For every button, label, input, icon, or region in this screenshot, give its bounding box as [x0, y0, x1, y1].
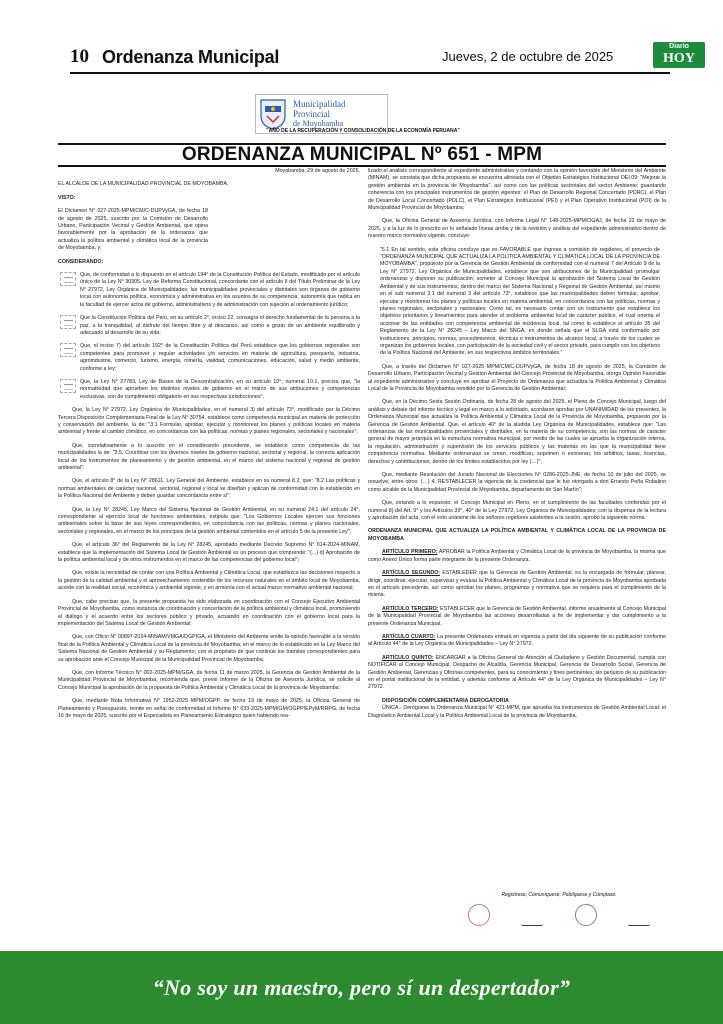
considerando-paragraph: Que, con Informe Técnico N° 002-2025-MPM/GGA, de fecha 11 de marzo 2025, la Gerencia de Gestión Ambiental de la Municipalidad Provincial de Moyobamba, recomienda que, previo Informe de la Oficina de Asesoría Jurídica, se solicite al Concejo Municipal la aprobación de la propuesta de Política Ambiental y Climática Local de la provincia de Moyobamba; — [58, 669, 360, 691]
article-text: APROBAR la Política Ambiental y Climática Local de la provincia de Moyobamba, la misma que como Anexo Único forma parte integrante de la presente Ordenanza. — [368, 549, 666, 563]
section-title: Ordenanza Municipal — [102, 47, 280, 67]
article — [368, 570, 666, 600]
article — [368, 634, 666, 649]
seal-stamp-icon — [468, 904, 490, 926]
page-number: 10 — [70, 46, 89, 67]
article-text: La presente Ordenanza entrará en vigencia a partir del día siguiente de su publicación conforme al Artículo 44° de la Ley Orgánica de Municipalidades – Ley N° 27972. — [368, 633, 666, 648]
considerando-paragraph: Que, con Oficio N° 00897-2024-MINAM/VMGA/DGPIGA, el Ministerio del Ambiente emite la opinión favorable a la versión final de la Política Ambiental y Climática Local de la provincia de Moyobamba, en el marco de lo establecido en la Ley Marco del Sistema Nacional de Gestión Ambiental y su Reglamento; con el propósito de que continúe los trámites correspondientes para su aprobación ante el Concejo Municipal de la Municipalidad Provincial de Moyobamba; — [58, 634, 360, 663]
considerando-paragraph: Que, la Ley N° 27972, Ley Orgánica de Municipalidades, en el numeral 3) del artículo 73°, modificado por la Décimo Tercera Disposición Complementaria Final de la Ley N° 30754, establece como competencia municipal en materia de protección y conservación del ambiente, la de: "3.1 Formular, aprobar, ejecutar y monitorear los planes y políticas locales en materia ambiental y frente al cambio climático, en concordancia con las políticas, normas y planes regionales, sectoriales y nacionales"; — [58, 407, 360, 436]
approval-stamp — [60, 315, 76, 329]
seal-stamp-icon — [575, 904, 597, 926]
body-paragraph: Que, la Oficina General de Asesoría Jurídica, con Informe Legal N° 148-2025-MPM/OGAJ, de fecha 22 de mayo de 2025, y a la luz de lo prescrito en lo señalado líneas arriba y de la revisión y análisis del expediente administrativo dentro de nuestro marco normativo vigente, concluye: — [368, 218, 666, 240]
body-paragraph: lizado el análisis correspondiente al expediente administrativo y contando con la opinión favorable del Ministerio del Ambiente (MINAM), se constata que dicha propuesta se encuentra alineada con el Objetivo Estratégico Institucional OEI.09: "Mejorar la gestión ambiental en la provincia de Moyobamba", así como con las políticas sectoriales del sector Ambiente; guardando coherencia con los principales instrumentos de gestión vigentes: el Plan de Desarrollo Regional Concertado (PDRC), el Plan de Desarrollo Local Concertado (PDLC), el Plan Estratégico Institucional (PEI) y el Plan Operativo Institucional (POI) de la Municipalidad Provincial de Moyobamba; — [368, 168, 666, 212]
considerando-paragraph: Que, mediante Nota Informativa N° 1952-2025 MPM/OGPP, de fecha 19 de mayo de 2025, la Oficina General de Planeamiento y Presupuesto, remite en señal de conformidad el Informe N° 033-2025-MPM/GM/OGPP/EPyM/RRPG, de fecha 16 de mayo de 2025, suscrito por el Especialista en Planeamiento Estratégico quien habiendo rea- — [58, 698, 360, 719]
publication-date: Jueves, 2 de octubre de 2025 — [442, 49, 614, 64]
considerando-label: CONSIDERANDO: — [58, 258, 104, 265]
considerando-paragraph: Que, el artículo 8° de la Ley N° 28611, Ley General del Ambiente, establece en su numeral 8.2, que: "8.2 Las políticas y normas ambientales de carácter nacional, sectorial, regional y local se diseñan y aplican de conformidad con lo establecido en la Política Nacional del Ambiente y deben guardar concordancia entre sí"; — [58, 478, 360, 500]
considerando-paragraph: Que, la Ley N° 28245, Ley Marco del Sistema Nacional de Gestión Ambiental, en su numeral 24.1 del artículo 24°, correspondiente al ejercicio local de funciones ambientales, estipula que: "Los Gobiernos Locales ejercen sus funciones ambientales sobre la base de sus leyes correspondientes, en concordancia con las políticas, normas y planes nacionales, sectoriales y regionales, en el marco de los principios de la gestión ambiental contenidos en el artículo 5 de la presente Ley"; — [58, 506, 360, 535]
mayor-line: EL ALCALDE DE LA MUNICIPALIDAD PROVINCIAL DE MOYOBAMBA. — [58, 181, 229, 188]
considerando-paragraph: Que, existe la necesidad de contar con una Política Ambiental y Climática Local, que establezca las decisiones respecto a la gestión de la calidad ambiental y el aprovechamiento sostenible de los recursos naturales en el ámbito local de Moyobamba, acorde con la realidad social, económica y ambiental vigente, y en armonía con el actual marco normativo ambiental nacional; — [58, 570, 360, 592]
article-label: ARTÍCULO PRIMERO: — [382, 549, 438, 556]
provision-text: ÚNICA.- Deróguese la Ordenanza Municipal N° 421-MPM, que aprueba los instrumentos de Gestión Ambiental Local: el Diagnóstico Ambiental Local y la Política Ambiental Local de la provincia de Moyobamba. — [368, 705, 666, 719]
body-paragraph: Que, mediante Resolución del Jurado Nacional de Elecciones N° 0286-2025-JNE, de fecha 10 de julio del 2025, se resuelve, entre otros: (…) 4. RESTABLECER la vigencia de la credencial que le fue otorgada a don Ernesto Peña Robalino como alcalde de la Municipalidad Provincial de Moyobamba, departamento de San Martín"; — [368, 472, 666, 493]
considerando-paragraph: Que la Constitución Política del Perú, en su artículo 2°, inciso 22, consagra el derecho fundamental de la persona a la paz, a la tranquilidad, al disfrute del tiempo libre y al descanso, así como a gozar de un ambiente equilibrado y adecuado al desarrollo de su vida; — [80, 315, 360, 336]
article-text: ESTABLEDER que la Gerencia de Gestión Ambiental, es la encargada de formular, planear, dirigir, coordinar, ejecutar, supervisar y evaluar la Política Ambiental y Climática Local de la provincia de Moyobamba aprobada en el artículo precedente, así como aprobar los planes, programas y normativa que se requiera para el cumplimiento de la misma. — [368, 570, 666, 599]
signature-icon — [521, 904, 543, 926]
considerando-paragraph: Que, de conformidad a lo dispuesto en el artículo 194° de la Constitución Política del Estado, modificado por el artículo único de la Ley N° 30305, Ley de Reforma Constitucional, concordante con el artículo II del Título Preliminar de la Ley N° 27972, Ley Orgánica de Municipalidades; las municipalidades provinciales y distritales son órganos de gobierno local con autonomía política, económica y administrativa en los asuntos de su competencia; autonomía que radica en la facultad de ejercer actos de gobierno, administrativos y de administración con sujeción al ordenamiento jurídico; — [80, 272, 360, 308]
slogan-banner — [0, 951, 723, 1024]
logo-line-1: Municipalidad Provincial — [293, 99, 346, 119]
article-label: ARTÍCULO QUINTO: — [382, 654, 434, 661]
ordinance-heading: ORDENANZA MUNICIPAL QUE ACTUALIZA LA POLÍTICA AMBIENTAL Y CLIMÁTICA LOCAL DE LA PROVINCIA DE MOYOBAMBA — [368, 528, 666, 542]
considerando-paragraph: Que, el inciso 7) del artículo 192° de la Constitución Política del Perú establece que los gobiernos regionales son competentes para promover y regular actividades y/o servicios en materia de agricultura, pesquería, industria, agroindustria, comercio, turismo, energía, minería, vialidad, comunicaciones, educación, salud y medio ambiente, conforme a ley; — [80, 343, 360, 372]
visto-text: El Dictamen N° 027-2025-MPM/CM/C-DUPVyGA, de fecha 18 de agosto de 2025, suscrito por la Comisión de Desarrollo Urbano, Participación Vecinal y Gestión Ambiental, que opina favorablemente por la aprobación de la ordenanza que actualiza la política ambiental y climática local de la provincia de Moyobamba, y; — [58, 208, 208, 252]
right-column — [368, 168, 666, 955]
ordinance-title: ORDENANZA MUNICIPAL Nº 651 - MPM — [58, 143, 666, 167]
brand-top: Diario — [669, 43, 689, 50]
article-label: ARTÍCULO CUARTO: — [382, 633, 436, 640]
article-text: ESTABLECER que la Gerencia de Gestión Ambiental, informe anualmente al Concejo Municipal de la Municipalidad Provincial de Moyobamba las acciones desarrolladas a fin de implementar y dar cumplimiento a la presente Ordenanza Municipal. — [368, 605, 666, 627]
article-label: ARTÍCULO TERCERO: — [382, 605, 439, 612]
year-motto: "AÑO DE LA RECUPERACIÓN Y CONSOLIDACIÓN DE LA ECONOMÍA PERUANA" — [266, 128, 460, 134]
signature-icon — [628, 904, 650, 926]
article — [368, 655, 666, 692]
considerando-paragraph: Que, el artículo 36° del Reglamento de la Ley N° 28245, aprobado mediante Decreto Supremo N° 014-2024-MINAM, establece que la implementación del Sistema Local de Gestión Ambiental es un proceso que comprende: "(...) d) Aprobación de la política ambiental local y de otros instrumentos en el marco de las competencias del gobierno local"; — [58, 542, 360, 564]
approval-stamp — [60, 272, 76, 286]
article-text: ENCARGAR a la Oficina General de Atención al Ciudadano y Gestión Documental, cumpla con NOTIFICAR al Concejo Municipal, Despacho de Alcaldía, Gerencia Municipal, Gerencia de Desarrollo Social, Gerencia de Gestión Ambiental, Gerencias y Oficinas competentes, para su conocimiento y fines pertinentes; sin perjuicio de su publicación en el portal institucional de la entidad, y además conforme al Artículo 44° de la Ley Orgánica de Municipalidades – Ley N° 27972. — [368, 654, 666, 691]
slogan-text: “No soy un maestro, pero sí un despertador” — [152, 974, 571, 1000]
body-paragraph: Que, en la Décimo Sexta Sesión Ordinaria, de fecha 28 de agosto del 2025, el Pleno de Concejo Municipal, luego del análisis y debate del informe técnico y legal en marco a lo solicitado, acordaron aprobar por UNANIMIDAD de los presentes, la Ordenanza Municipal que actualiza la Política Ambiental y Climática Local de la Provincia de Moyobamba, propuesto por la Gerencia de Gestión Ambiental. Que, el artículo 40° de la aludida Ley Orgánica de Municipalidades, establece que: "Las ordenanzas de las municipalidades provinciales y distritales, en la materia de su competencia, son las normas de carácter general de mayor jerarquía en la estructura normativa municipal, por medio de las cuales se aprueba la organización interna, la regulación, administración y supervisión de los servicios públicos y las materias en las que la municipalidad tiene competencia normativa. Mediante ordenanzas se crean, modifican, suprimen o exoneran, los arbitrios, tasas, licencias, derechos y contribuciones, dentro de los límites establecidos por ley (…)"; — [368, 399, 666, 465]
masthead — [70, 43, 695, 74]
crest-icon — [259, 98, 287, 130]
brand-name: HOY — [663, 51, 695, 66]
logo-line-2: de Moyobamba — [293, 119, 343, 128]
signature-block — [452, 892, 666, 942]
newspaper-logo — [653, 42, 705, 68]
considerando-paragraph: Que, correlativamente a lo suscrito en el considerando precedente, se establece como competencia de las municipalidades la de: "3.5. Coordinar con los diversos niveles de gobierno nacional, sectorial y regional, la correcta aplicación local de los instrumentos de planeamiento y de gestión ambiental, en el marco del sistema nacional y regional de gestión ambiental"; — [58, 442, 360, 471]
left-column — [58, 168, 360, 955]
article — [368, 606, 666, 628]
register-line: Regístrese, Comuníquese, Publíquese y Cúmplase. — [501, 892, 617, 898]
approval-stamp — [60, 343, 76, 357]
visto-label: VISTO: — [58, 194, 76, 201]
article-label: ARTÍCULO SEGUNDO: — [382, 570, 441, 577]
approval-stamp — [60, 379, 76, 393]
article — [368, 549, 666, 564]
date-line: Moyobamba, 29 de agosto de 2025. — [275, 168, 360, 174]
body-paragraph: Que, a través del Dictamen N° 027-2025 MPM/CM/C-DUPVyGA, de fecha 18 de agosto de 2025, la Comisión de Desarrollo Urbano, Participación Vecinal y Gestión Ambiental del Concejo Provincial de Moyobamba, otorga Opinión Favorable al expediente administrativo y concluye en aprobar el Proyecto de Ordenanza que actualiza la Política Ambiental y Climática Local de la Provincia de Moyobamba remitido por la Gerencia de Gestión Ambiental; — [368, 363, 666, 392]
body-paragraph: Que, estando a lo expuesto, el Concejo Municipal en Pleno, en el cumplimiento de las facultades conferidas por el numeral 8) del Art. 9° y los Artículos 39°, 40° de la Ley 27972, Ley Orgánica de Municipalidades; con la dispensa de la lectura y aprobación del acta, con el voto unánime de los señores regidores asistentes a la sesión, aprobó la siguiente norma: — [368, 500, 666, 522]
legal-report-quote: "5.1 En tal sentido, esta oficina concluye que es FAVORABLE que ingrese a comisión de regidores, el proyecto de "ORDENANZA MUNICIPAL QUE ACTUALIZA LA POLÍTICA AMBIENTAL Y CLIMÁTICA LOCAL DE LA PROVINCIA DE MOYOBAMBA", propuesto por la Gerencia de Gestión Ambiental de conformidad con el numeral 7 del Artículo 9 de la Ley N° 27972, Ley Orgánica de Municipalidades, establece que son atribuciones de la Municipalidad: promulgar ordenanzas y disponer su publicación; someter al Concejo Municipal la aprobación del Sistema Local de Gestión Ambiental y de sus instrumentos, dentro del marco del Sistema Nacional y Regional de Gestión Ambiental, así mismo en el sub numeral 3.1 del numeral 3 del artículo 73°, establece que las municipalidades deben formular, aprobar, ejecutar y monitorear los planes y políticas locales en materia ambiental, en concordancia con las políticas, normas y planes regionales, sectoriales y nacionales; Como tal, es necesario contar con un instrumento que establece los objetivos prioritarios y lineamientos para atender el problema ambiental local de carácter público, el cual orienta el accionar de las entidades con competencia ambiental de incidencia local, tal como lo establece el artículo 35 del Reglamento de la Ley N° 28245 – Ley Marco del SNGA, en donde señala que el SLGA está conformado por instituciones, principios, normas, procedimientos, técnicas e instrumentos de alcance local, a través de los cuales se organizan los gobiernos locales, con participación de la sociedad civil y el sector privado, para cumplir con los objetivos de la Política Nacional del Ambiente, en sus respectivos ámbitos territoriales." — [380, 246, 661, 357]
considerando-paragraph: Que, cabe precisar que, la presente propuesta ha sido elaborada en coordinación con el Consejo Ejecutivo Ambiental Provincial de Moyobamba, como instancia de coordinación y concertación de la política ambiental y climática local, promoviendo el diálogo y el acuerdo entre los sectores público y privado, actuando en coordinación con el gobierno local para la implementación del Sistema Local de Gestión Ambiental; — [58, 598, 360, 627]
provision-title: DISPOSICIÓN COMPLEMENTARIA DEROGATORIA — [382, 697, 509, 704]
considerando-paragraph: Que, la Ley N° 27783, Ley de Bases de la Descentralización, en su artículo 10°, numeral 10.1, precisa que, "la normatividad que aprueben los distintos niveles de gobierno en el marco de sus atribuciones y competencias exclusivas, son de cumplimiento obligatorio en sus respectivas jurisdicciones"; — [80, 378, 360, 400]
